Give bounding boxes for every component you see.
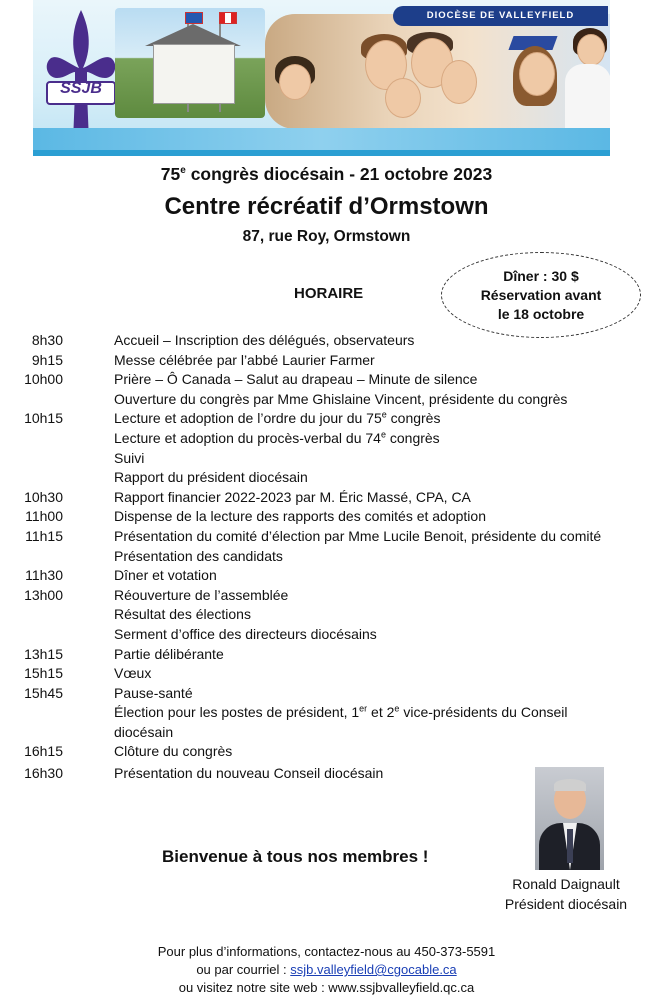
schedule-item-text: Résultat des élections [114,606,251,623]
schedule-time: 10h15 [24,410,63,427]
schedule-item-text: Réouverture de l’assemblée [114,586,289,603]
contact-phone: Pour plus d’informations, contactez-nous au 450-373-5591 [157,944,496,959]
header-banner [33,0,610,156]
venue-name: Centre récréatif d’Ormstown [164,193,489,220]
schedule-item-text: et 2 [367,704,395,721]
president-title: Président diocésain [504,896,628,912]
schedule-item [114,703,568,723]
schedule-row [0,742,653,762]
schedule-item [114,527,601,547]
schedule-item [114,468,308,488]
schedule-row [0,390,653,410]
schedule-list [0,331,653,784]
dinner-reservation-line2: le 18 octobre [497,305,585,322]
schedule-time: 13h15 [24,645,63,662]
schedule-time: 16h15 [24,743,63,760]
schedule-row [0,331,653,351]
schedule-item [114,742,232,762]
family-photo [265,14,610,129]
schedule-row [0,468,653,488]
ordinal-suffix: e [380,429,386,440]
diocese-label: DIOCÈSE DE VALLEYFIELD [393,6,608,26]
schedule-row [0,684,653,704]
schedule-row [0,703,653,723]
schedule-time: 15h15 [24,665,63,682]
schedule-item [114,507,486,527]
schedule-item-text: Dîner et votation [114,567,217,584]
schedule-item-text: Lecture et adoption du procès-verbal du 74 [114,429,381,446]
schedule-item-text: Clôture du congrès [114,743,233,760]
schedule-item-text: Présentation du comité d’élection par Mme Lucile Benoit, présidente du comité [114,527,602,544]
schedule-item [114,684,193,704]
president-portrait [535,767,604,870]
schedule-item [114,449,144,469]
schedule-row [0,449,653,469]
congress-ordinal: e [180,165,186,177]
schedule-time: 15h45 [24,684,63,701]
schedule-item [114,370,477,390]
schedule-row [0,507,653,527]
schedule-row [0,586,653,606]
schedule-row [0,664,653,684]
schedule-item-text: congrès [385,429,440,446]
schedule-item-text: Suivi [114,449,145,466]
dinner-bubble [441,252,641,338]
schedule-item [114,488,471,508]
schedule-item-text: Présentation des candidats [114,547,283,564]
venue-address: 87, rue Roy, Ormstown [242,228,411,245]
schedule-item-text: vice-présidents du Conseil [399,704,568,721]
schedule-item-text: Pause-santé [114,684,193,701]
schedule-time: 11h30 [25,567,63,584]
schedule-item [114,645,224,665]
banner-wave [33,128,610,150]
schedule-row [0,547,653,567]
schedule-time: 10h00 [24,371,63,388]
president-name: Ronald Daignault [512,876,620,892]
schedule-item [114,625,377,645]
schedule-row [0,488,653,508]
schedule-row [0,605,653,625]
schedule-title: HORAIRE [294,285,364,302]
dinner-reservation-line1: Réservation avant [480,286,602,303]
schedule-item-text: Messe célébrée par l’abbé Laurier Farmer [114,351,375,368]
schedule-row [0,723,653,743]
house-photo [115,8,265,118]
schedule-row [0,429,653,449]
schedule-item-text: Dispense de la lecture des rapports des comités et adoption [114,508,486,525]
schedule-item-text: Partie délibérante [114,645,224,662]
schedule-item-text: Serment d’office des directeurs diocésains [114,625,377,642]
schedule-item [114,331,414,351]
schedule-time: 11h00 [25,508,63,525]
ordinal-suffix: e [381,409,387,420]
dinner-price: Dîner : 30 $ [503,267,579,284]
congress-line: congrès diocésain - 21 octobre 2023 [190,164,493,184]
schedule-item [114,390,567,410]
schedule-item-text: Prière – Ô Canada – Salut au drapeau – Minute de silence [114,371,478,388]
schedule-time: 9h15 [31,351,63,368]
ordinal-suffix: e [394,703,400,714]
schedule-item-text: Lecture et adoption de l’ordre du jour du 75 [114,410,382,427]
schedule-item [114,566,217,586]
schedule-row [0,527,653,547]
schedule-item [114,547,283,567]
contact-email-prefix: ou par courriel : [196,962,291,977]
schedule-row [0,566,653,586]
canada-flag-icon [219,12,237,24]
schedule-item [114,605,251,625]
schedule-row [0,351,653,371]
schedule-item-text: Élection pour les postes de président, 1 [114,704,360,721]
schedule-row [0,645,653,665]
contact-web: ou visitez notre site web : www.ssjbvalleyfield.qc.ca [178,980,475,995]
quebec-flag-icon [185,12,203,24]
email-link[interactable]: ssjb.valleyfield@cgocable.ca [290,962,457,977]
congress-number: 75 [160,164,181,184]
schedule-time: 8h30 [31,332,63,348]
ssjb-fleur-de-lis-logo [41,6,121,146]
schedule-item-text: Rapport financier 2022-2023 par M. Éric Massé, CPA, CA [114,488,471,505]
schedule-row [0,370,653,390]
schedule-item-text: Présentation du nouveau Conseil diocésain [114,765,384,782]
welcome-message: Bienvenue à tous nos membres ! [162,847,429,866]
schedule-item [114,764,383,784]
schedule-item [114,351,375,371]
schedule-item [114,664,151,684]
schedule-item [114,409,440,429]
logo-text: SSJB [60,80,102,97]
schedule-row [0,409,653,429]
schedule-time: 10h30 [24,488,63,505]
schedule-item [114,429,440,449]
congress-title [0,164,653,185]
schedule-item-text: congrès [386,410,441,427]
schedule-time: 11h15 [25,527,63,544]
schedule-item [114,586,288,606]
schedule-item-text: Vœux [114,665,152,682]
schedule-time: 13h00 [24,586,63,603]
schedule-item-text: Ouverture du congrès par Mme Ghislaine Vincent, présidente du congrès [114,390,568,407]
contact-email-line [0,962,653,977]
schedule-row [0,625,653,645]
schedule-time: 16h30 [24,765,63,782]
schedule-item [114,723,173,743]
schedule-item-text: Rapport du président diocésain [114,469,308,486]
schedule-item-text: diocésain [114,723,174,740]
ordinal-suffix: er [359,703,368,714]
schedule-item-text: Accueil – Inscription des délégués, observateurs [114,332,415,348]
